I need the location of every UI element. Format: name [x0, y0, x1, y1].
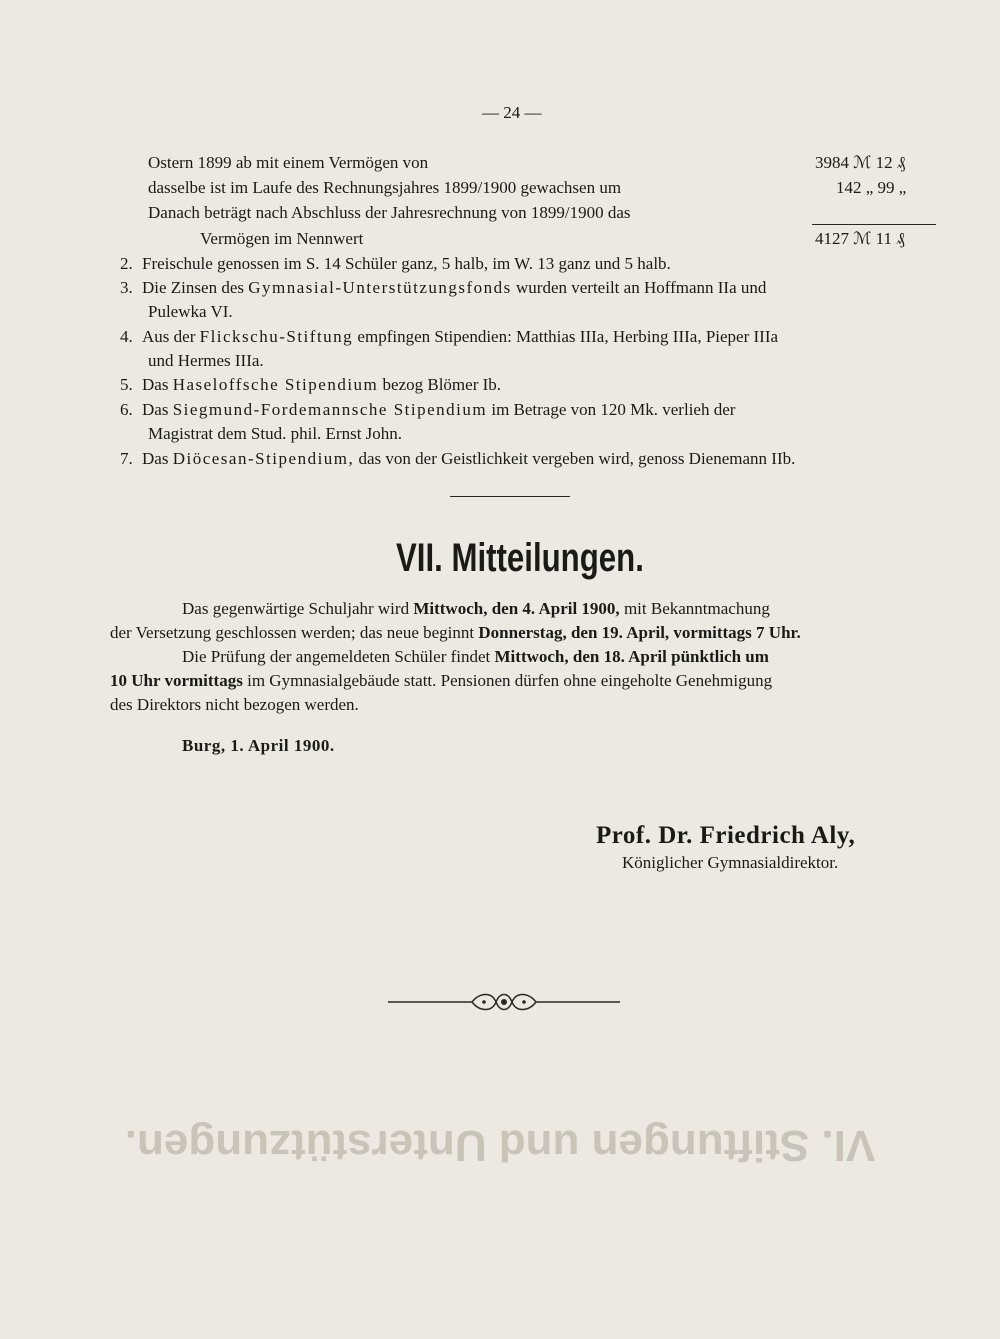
finance-row-2-text: dasselbe ist im Laufe des Rechnungsjahres 1899/1900 gewachsen um	[148, 178, 622, 197]
ornament-icon	[388, 990, 620, 1014]
closing-date: Mittwoch, den 4. April 1900,	[413, 599, 620, 618]
list-item-4	[120, 326, 778, 348]
paragraph-2-line-2	[110, 670, 772, 692]
section-heading: VII. Mitteilungen.	[396, 536, 644, 580]
list-item-4-line-2: und Hermes IIIa.	[148, 351, 264, 370]
list-item-text: im Betrage von 120 Mk. verlieh der	[491, 400, 736, 419]
list-item-number: 6.	[120, 400, 133, 419]
list-item-text: Das	[142, 449, 169, 468]
list-item-3	[120, 277, 766, 299]
list-item-3-line-2: Pulewka VI.	[148, 302, 233, 321]
paragraph-2-line-3: des Direktors nicht bezogen werden.	[110, 695, 359, 714]
finance-row-1-amount: 3984 ℳ 12 ₰	[815, 153, 906, 172]
list-item-6	[120, 399, 735, 421]
finance-row-4-amount: 4127 ℳ 11 ₰	[815, 229, 905, 248]
list-item-number: 5.	[120, 375, 133, 394]
signature-title: Königlicher Gymnasialdirektor.	[622, 853, 839, 872]
bleed-through-text: VI. Stiftungen und Unterstützungen.	[124, 1121, 876, 1170]
paragraph-1-line-1	[182, 598, 770, 620]
list-item-number: 7.	[120, 449, 133, 468]
start-date: Donnerstag, den 19. April, vormittags 7 Uhr.	[478, 623, 801, 642]
finance-row-2-amount: 142 „ 99 „	[836, 178, 907, 197]
finance-row-1-text: Ostern 1899 ab mit einem Vermögen von	[148, 153, 429, 172]
exam-date: Mittwoch, den 18. April pünktlich um	[494, 647, 769, 666]
exam-time: 10 Uhr vormittags	[110, 671, 243, 690]
finance-row-3-text: Danach beträgt nach Abschluss der Jahresrechnung von 1899/1900 das	[148, 203, 631, 222]
text-run: mit Bekanntmachung	[623, 599, 770, 618]
list-item-number: 4.	[120, 327, 133, 346]
list-item-text: bezog Blömer Ib.	[382, 375, 502, 394]
dateline	[182, 735, 335, 757]
list-item-text: Die Zinsen des	[142, 278, 244, 297]
paragraph-1-line-2	[110, 622, 801, 644]
text-run: der Versetzung geschlossen werden; das neue beginnt	[110, 623, 475, 642]
signature-name: Prof. Dr. Friedrich Aly,	[596, 822, 856, 849]
stipend-name: Siegmund-Fordemannsche Stipendium	[172, 400, 488, 419]
finance-row-4-text: Vermögen im Nennwert	[200, 229, 364, 248]
list-item-text: Das	[142, 400, 169, 419]
list-item-text: wurden verteilt an Hoffmann IIa und	[516, 278, 767, 297]
list-item-number: 2.	[120, 254, 133, 273]
text-run: Die Prüfung der angemeldeten Schüler findet	[182, 647, 491, 666]
list-item-text: das von der Geistlichkeit vergeben wird, genoss Dienemann IIb.	[358, 449, 796, 468]
list-item-5	[120, 374, 501, 396]
list-item-7	[120, 448, 795, 470]
list-item-number: 3.	[120, 278, 133, 297]
text-run: im Gymnasialgebäude statt. Pensionen dürfen ohne eingeholte Genehmigung	[247, 671, 773, 690]
stipend-name: Diöcesan-Stipendium,	[172, 449, 355, 468]
list-item-text: empfingen Stipendien: Matthias IIIa, Herbing IIIa, Pieper IIIa	[357, 327, 779, 346]
list-item-2	[120, 253, 671, 275]
list-item-6-line-2: Magistrat dem Stud. phil. Ernst John.	[148, 424, 403, 443]
fund-name: Gymnasial-Unterstützungsfonds	[248, 278, 512, 297]
dateline-text: Burg, 1. April 1900.	[182, 736, 335, 755]
foundation-name: Flickschu-Stiftung	[199, 327, 354, 346]
text-run: Das gegenwärtige Schuljahr wird	[182, 599, 410, 618]
list-item-text: Freischule genossen im S. 14 Schüler ganz, 5 halb, im W. 13 ganz und 5 halb.	[142, 254, 671, 273]
list-item-text: Aus der	[142, 327, 196, 346]
page-number: — 24 —	[482, 103, 542, 122]
stipend-name: Haseloffsche Stipendium	[172, 375, 379, 394]
sum-rule	[812, 224, 936, 225]
list-item-text: Das	[142, 375, 169, 394]
paragraph-2-line-1	[182, 646, 769, 668]
section-divider	[450, 496, 570, 497]
